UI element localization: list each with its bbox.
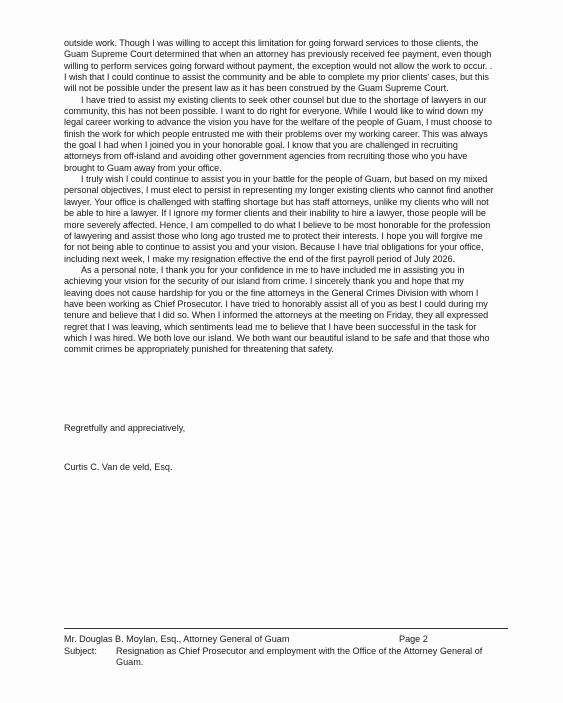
text-line: the goal I had when I joined you in your honorable goal. I know that you are challenged in recruiting bbox=[64, 140, 458, 151]
text-line: attorneys from off-island and avoiding other government agencies from recruiting those who you have bbox=[64, 151, 468, 162]
closing-salutation: Regretfully and appreciatively, bbox=[64, 423, 186, 433]
paragraph-personal-note bbox=[64, 265, 508, 356]
letter-body bbox=[64, 38, 508, 356]
text-line: personal objectives, I must elect to persist in representing my longer existing clients who cannot find another bbox=[64, 185, 494, 196]
signature-name: Curtis C. Van de veld, Esq. bbox=[64, 462, 173, 472]
text-line: willing to perform services going forward without payment, the exception would not allow the work to occur. . bbox=[64, 60, 493, 71]
text-line: commit crimes be appropriately punished for threatening that safety. bbox=[64, 344, 334, 355]
text-line: be able to hire a lawyer. If I ignore my former clients and their inability to hire a lawyer, those people will be bbox=[64, 208, 486, 219]
subject-text-line-2: Guam. bbox=[116, 657, 144, 667]
text-line: more severely affected. Hence, I am compelled to do what I believe to be most honorable for the profession bbox=[64, 219, 491, 230]
subject-text-line-1: Resignation as Chief Prosecutor and employment with the Office of the Attorney General of bbox=[116, 646, 483, 656]
footer-subject bbox=[64, 646, 508, 668]
text-line: Guam Supreme Court determined that when an attorney has previously received fee payment, even though bbox=[64, 49, 492, 60]
text-line: brought to Guam away from your office. bbox=[64, 162, 222, 173]
text-line: legal career working to advance the vision you have for the welfare of the people of Guam, I must choose to bbox=[64, 117, 492, 128]
page-number: Page 2 bbox=[399, 634, 428, 644]
text-line: regret that I was leaving, which sentiments lead me to believe that I have been successful in the task for bbox=[64, 321, 477, 332]
text-line: leaving does not cause hardship for you or the fine attorneys in the General Crimes Division with whom I bbox=[64, 287, 479, 298]
text-line: lawyer. Your office is challenged with staffing shortage but has staff attorneys, unlike my clients who will not bbox=[64, 196, 489, 207]
text-line: for not being able to continue to assist you and your vision. Because I have trial obligations for your office, bbox=[64, 242, 484, 253]
text-line: tenure and believe that I did so. When I informed the attorneys at the meeting on Friday, they all expressed bbox=[64, 310, 489, 321]
paragraph-resignation bbox=[64, 174, 508, 265]
text-line: I truly wish I could continue to assist you in your battle for the people of Guam, but based on my mixed bbox=[81, 174, 488, 185]
text-line: finish the work for which people entrusted me with their problems over my working career. This was always bbox=[64, 128, 488, 139]
text-line: will not be possible under the present law as it has been construed by the Guam Supreme Court. bbox=[64, 83, 449, 94]
subject-label: Subject: bbox=[64, 646, 97, 656]
paragraph-existing-clients bbox=[64, 95, 508, 174]
text-line: have been working as Chief Prosecutor. I have tried to honorably assist all of you as best I could during my bbox=[64, 298, 488, 309]
text-line: including next week, I make my resignation effective the end of the first payroll period of July 2026. bbox=[64, 253, 456, 264]
text-line: I have tried to assist my existing clients to seek other counsel but due to the shortage of lawyers in our bbox=[81, 94, 487, 105]
text-line: of lawyering and assist those who long ago trusted me to protect their interests. I hope you will forgive me bbox=[64, 230, 483, 241]
text-line: I wish that I could continue to assist the community and be able to complete my prior clients' cases, but this bbox=[64, 72, 489, 83]
footer-divider bbox=[64, 628, 508, 629]
footer-recipient: Mr. Douglas B. Moylan, Esq., Attorney General of Guam bbox=[64, 634, 290, 644]
text-line: As a personal note, I thank you for your confidence in me to have included me in assisting you in bbox=[81, 264, 465, 275]
footer-recipient-line bbox=[64, 634, 508, 645]
paragraph-continuation bbox=[64, 38, 508, 95]
text-line: which I was hired. We both love our island. We both want our beautiful island to be safe and that those who bbox=[64, 332, 490, 343]
text-line: outside work. Though I was willing to accept this limitation for going forward services to those clients, the bbox=[64, 38, 479, 48]
text-line: achieving your vision for the security of our island from crime. I sincerely thank you and hope that my bbox=[64, 276, 464, 287]
text-line: community, this has not been possible. I want to do right for everyone. While I would like to wind down my bbox=[64, 106, 484, 117]
